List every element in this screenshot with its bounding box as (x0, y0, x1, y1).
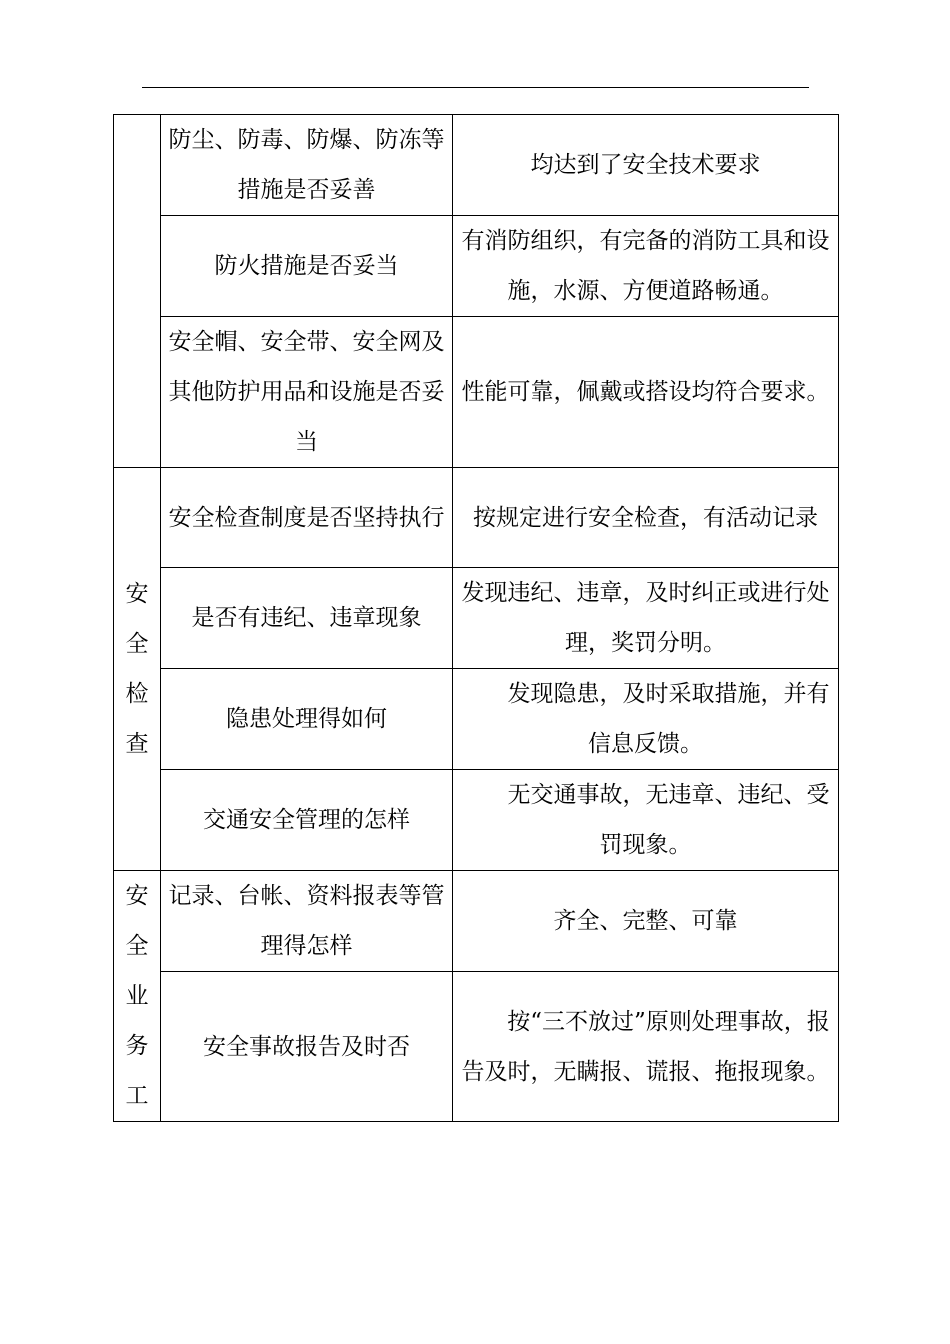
table-row (114, 216, 839, 317)
table-row (114, 115, 839, 216)
category-cell-safety-business (114, 871, 161, 1122)
table-row (114, 317, 839, 468)
check-item: 是否有违纪、违章现象 (161, 568, 453, 669)
check-standard: 发现违纪、违章，及时纠正或进行处理，奖罚分明。 (453, 568, 839, 669)
check-item: 防尘、防毒、防爆、防冻等措施是否妥善 (161, 115, 453, 216)
check-item: 防火措施是否妥当 (161, 216, 453, 317)
table-row (114, 669, 839, 770)
check-standard: 齐全、完整、可靠 (453, 871, 839, 972)
check-standard: 按“三不放过”原则处理事故，报告及时，无瞒报、谎报、拖报现象。 (453, 972, 839, 1122)
table-row (114, 972, 839, 1122)
check-item: 安全事故报告及时否 (161, 972, 453, 1122)
check-standard: 有消防组织，有完备的消防工具和设施，水源、方便道路畅通。 (453, 216, 839, 317)
check-standard: 按规定进行安全检查，有活动记录 (453, 468, 839, 568)
inspection-table (113, 114, 839, 1122)
check-item: 交通安全管理的怎样 (161, 770, 453, 871)
check-item: 隐患处理得如何 (161, 669, 453, 770)
check-standard: 性能可靠，佩戴或搭设均符合要求。 (453, 317, 839, 468)
check-item: 安全帽、安全带、安全网及其他防护用品和设施是否妥当 (161, 317, 453, 468)
category-cell-safety-inspection (114, 468, 161, 871)
table-row (114, 770, 839, 871)
category-label: 安全检查 (125, 581, 149, 757)
category-label: 安全业务工 (125, 883, 149, 1109)
table-row (114, 568, 839, 669)
category-cell-continued (114, 115, 161, 468)
check-standard: 均达到了安全技术要求 (453, 115, 839, 216)
check-item: 安全检查制度是否坚持执行 (161, 468, 453, 568)
check-standard: 无交通事故，无违章、违纪、受罚现象。 (453, 770, 839, 871)
table-row (114, 468, 839, 568)
check-standard: 发现隐患，及时采取措施，并有信息反馈。 (453, 669, 839, 770)
header-rule (142, 87, 809, 88)
check-item: 记录、台帐、资料报表等管理得怎样 (161, 871, 453, 972)
table-row (114, 871, 839, 972)
